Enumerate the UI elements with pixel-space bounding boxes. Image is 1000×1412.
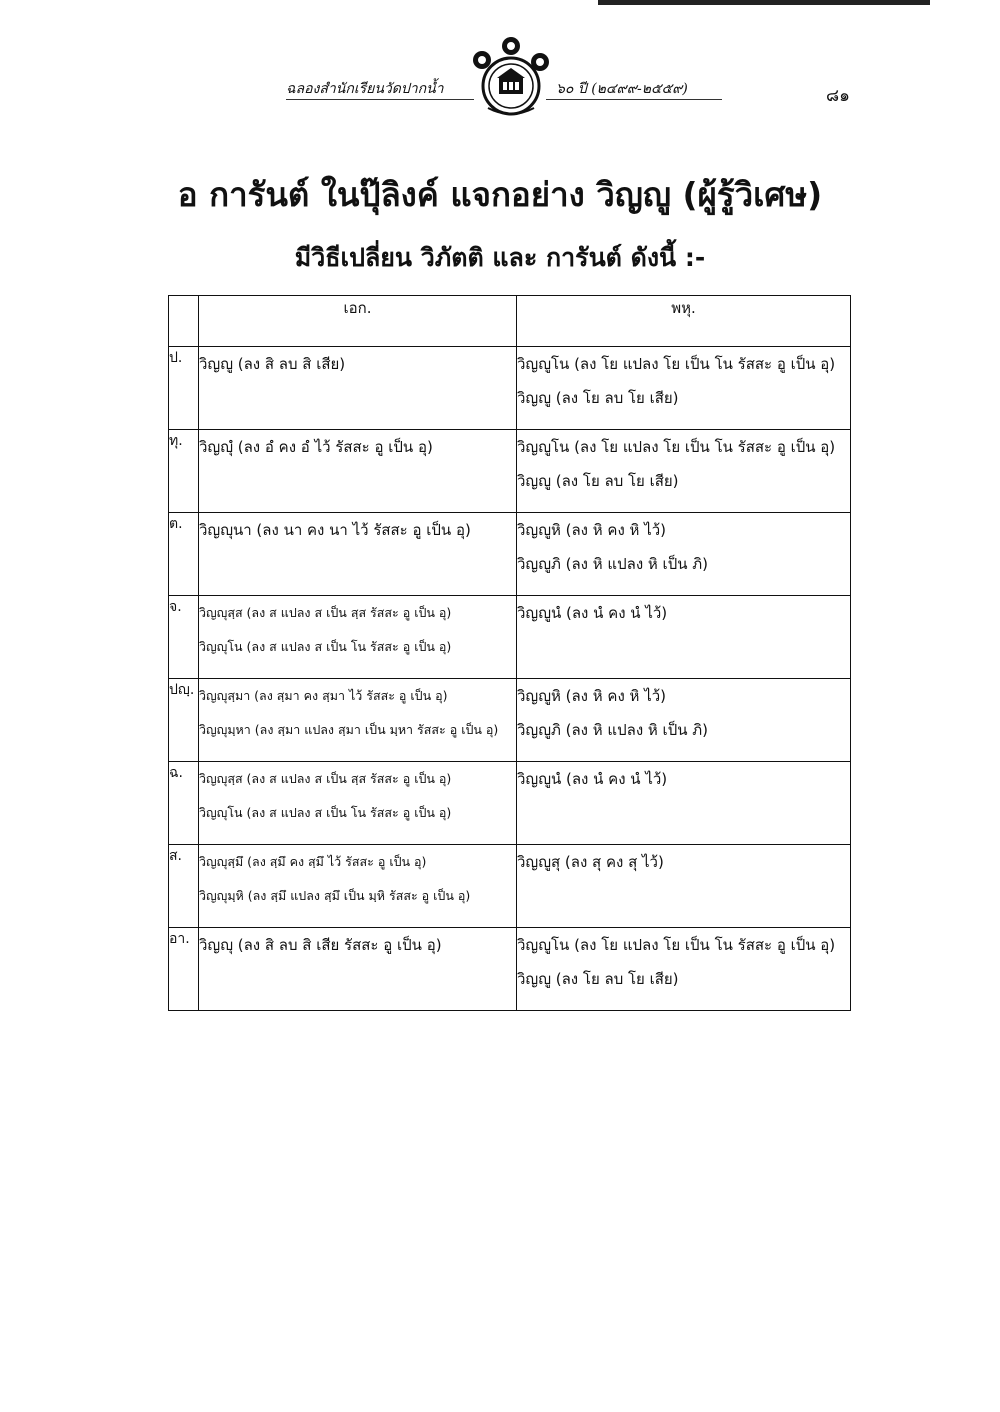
case-label: ฉ. [169,762,199,845]
case-label: ทุ. [169,430,199,513]
plural-form: วิญญู (ลง โย ลบ โย เสีย) [517,970,679,988]
plural-cell [517,928,851,1011]
singular-form: วิญญุโน (ลง ส แปลง ส เป็น โน รัสสะ อู เป็น อุ) [199,805,452,820]
singular-form: วิญญุสฺมึ (ลง สฺมึ คง สฺมึ ไว้ รัสสะ อู เป็น อุ) [199,854,427,869]
table-header-row [169,296,851,347]
case-label: ส. [169,845,199,928]
header-right-text: ๖๐ ปี (๒๔๙๙-๒๕๕๙) [556,81,688,97]
singular-cell [199,347,517,430]
singular-header: เอก. [199,296,517,347]
plural-form: วิญญูหิ (ลง หิ คง หิ ไว้) [517,521,667,539]
singular-form: วิญญุมฺหา (ลง สฺมา แปลง สฺมา เป็น มฺหา รัสสะ อู เป็น อุ) [199,722,499,737]
plural-form: วิญญูนํ (ลง นํ คง นํ ไว้) [517,604,668,622]
singular-cell [199,596,517,679]
singular-form: วิญญุสฺมา (ลง สฺมา คง สฺมา ไว้ รัสสะ อู เป็น อุ) [199,688,448,703]
singular-form: วิญญุํ (ลง อํ คง อํ ไว้ รัสสะ อู เป็น อุ) [199,438,433,456]
plural-cell [517,596,851,679]
plural-cell [517,347,851,430]
header-left-rule [286,99,474,100]
plural-cell [517,845,851,928]
page-subtitle: มีวิธีเปลี่ยน วิภัตติ และ การันต์ ดังนี้ :- [294,243,706,272]
table-row [169,762,851,845]
header-left-text: ฉลองสำนักเรียนวัดปากน้ำ [286,81,444,97]
singular-form: วิญญุนา (ลง นา คง นา ไว้ รัสสะ อู เป็น อุ) [199,521,471,539]
table-row [169,513,851,596]
singular-cell [199,513,517,596]
case-header-cell [169,296,199,347]
plural-form: วิญญูนํ (ลง นํ คง นํ ไว้) [517,770,668,788]
table-row [169,347,851,430]
table-row [169,430,851,513]
singular-cell [199,430,517,513]
plural-form: วิญญูโน (ลง โย แปลง โย เป็น โน รัสสะ อู เป็น อุ) [517,355,836,373]
singular-cell [199,928,517,1011]
table-row [169,928,851,1011]
plural-form: วิญญู (ลง โย ลบ โย เสีย) [517,472,679,490]
singular-form: วิญญุมฺหิ (ลง สฺมึ แปลง สฺมึ เป็น มฺหิ รัสสะ อู เป็น อุ) [199,888,471,903]
plural-header: พหุ. [517,296,851,347]
case-label: ป. [169,347,199,430]
plural-form: วิญญูสุ (ลง สุ คง สุ ไว้) [517,853,664,871]
table-row [169,679,851,762]
singular-form: วิญญุสฺส (ลง ส แปลง ส เป็น สฺส รัสสะ อู เป็น อุ) [199,605,452,620]
plural-form: วิญญูหิ (ลง หิ คง หิ ไว้) [517,687,667,705]
singular-form: วิญญุ (ลง สิ ลบ สิ เสีย รัสสะ อู เป็น อุ) [199,936,442,954]
singular-form: วิญญุโน (ลง ส แปลง ส เป็น โน รัสสะ อู เป็น อุ) [199,639,452,654]
singular-form: วิญญุสฺส (ลง ส แปลง ส เป็น สฺส รัสสะ อู เป็น อุ) [199,771,452,786]
case-label: อา. [169,928,199,1011]
plural-form: วิญญูภิ (ลง หิ แปลง หิ เป็น ภิ) [517,721,708,739]
page-title: อ การันต์ ในปุ๊ลิงค์ แจกอย่าง วิญญู (ผู้รู้วิเศษ) [177,175,823,214]
plural-form: วิญญูโน (ลง โย แปลง โย เป็น โน รัสสะ อู เป็น อุ) [517,936,836,954]
plural-cell [517,430,851,513]
plural-cell [517,513,851,596]
case-label: จ. [169,596,199,679]
plural-form: วิญญูภิ (ลง หิ แปลง หิ เป็น ภิ) [517,555,708,573]
plural-form: วิญญูโน (ลง โย แปลง โย เป็น โน รัสสะ อู เป็น อุ) [517,438,836,456]
singular-cell [199,845,517,928]
plural-cell [517,679,851,762]
page-header [0,0,1000,140]
table-row [169,845,851,928]
singular-form: วิญญู (ลง สิ ลบ สิ เสีย) [199,355,346,373]
singular-cell [199,762,517,845]
singular-cell [199,679,517,762]
case-label: ต. [169,513,199,596]
case-label: ปญฺ. [169,679,199,762]
school-emblem-icon [470,34,552,120]
table-row [169,596,851,679]
plural-form: วิญญู (ลง โย ลบ โย เสีย) [517,389,679,407]
declension-table [168,295,851,1011]
page-number: ๘๑ [826,86,850,106]
plural-cell [517,762,851,845]
header-right-rule [546,99,722,100]
